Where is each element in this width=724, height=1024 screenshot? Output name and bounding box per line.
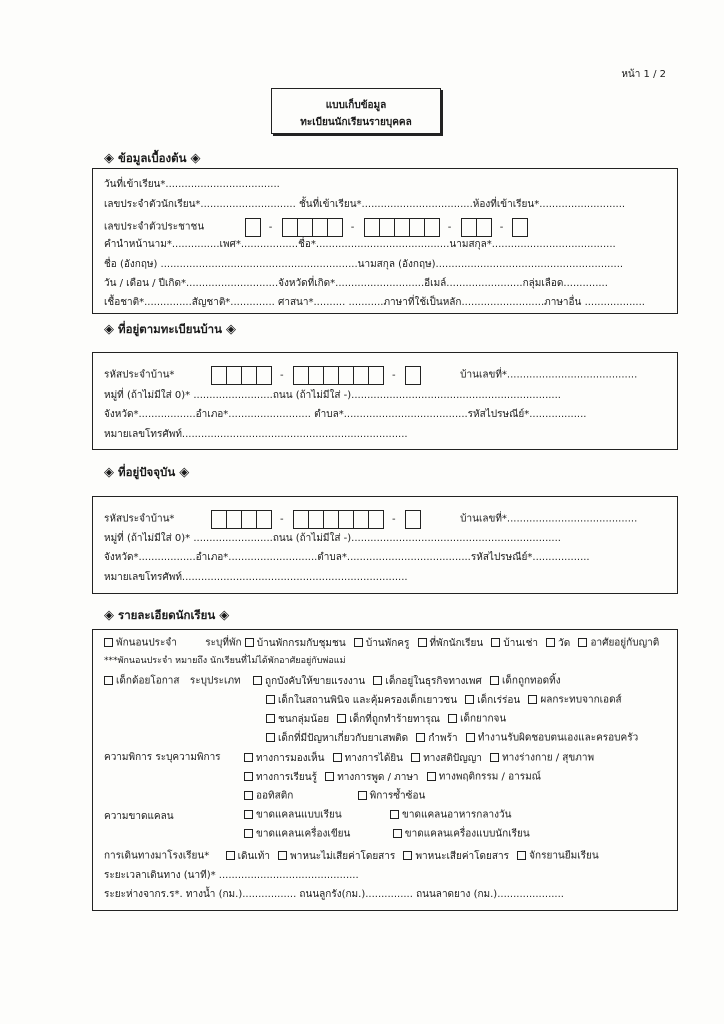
checkbox[interactable] xyxy=(416,733,425,742)
checkbox[interactable] xyxy=(448,714,457,723)
ethnicity-row[interactable]: เชื้อชาติ*...............สัญชาติ*.............. ศาสนา*.......... ...........ภาษาที่ใช้เป็นหลัก..........................ภาษาอื่น ................... xyxy=(104,297,645,308)
house-code-boxes[interactable] xyxy=(211,366,271,385)
checkbox[interactable] xyxy=(411,753,420,762)
checkbox[interactable] xyxy=(278,851,287,860)
disability-line1: ทางการมองเห็น ทางการได้ยิน ทางสติปัญญา ทางร่างกาย / สุขภาพ xyxy=(244,753,594,764)
entry-date-row[interactable]: วันที่เข้าเรียน*.................................... xyxy=(104,179,280,190)
current-house-code-boxes[interactable] xyxy=(211,510,271,529)
basic-info-heading: ◈ ข้อมูลเบื้องต้น ◈ xyxy=(104,151,201,166)
travel-row: การเดินทางมาโรงเรียน* เดินเท้า พาหนะไม่เสียค่าโดยสาร พาหนะเสียค่าโดยสาร จักรยานยืมเรียน xyxy=(104,850,599,862)
english-name-row[interactable]: ชื่อ (อังกฤษ) ..............................................................นามสกุล (อังกฤษ)........................................................... xyxy=(104,259,624,270)
boarding-checkbox[interactable] xyxy=(104,638,113,647)
diamond-icon: ◈ xyxy=(104,465,114,480)
checkbox[interactable] xyxy=(244,791,253,800)
distance-row[interactable]: ระยะห่างจากร.ร*. ทางน้ำ (กม.)................. ถนนลูกรัง(กม.)............... ถนนลาดยาง (กม.)..................... xyxy=(104,889,564,900)
checkbox[interactable] xyxy=(546,638,555,647)
disability-line3: ออทิสติก พิการซ้ำซ้อน xyxy=(244,791,425,802)
checkbox[interactable] xyxy=(466,733,475,742)
diamond-icon: ◈ xyxy=(104,322,114,337)
page-number: หน้า 1 / 2 xyxy=(621,69,666,80)
province-row[interactable]: จังหวัด*..................อำเภอ*.......................... ตำบล*.......................................รหัสไปรษณีย์*.................. xyxy=(104,409,587,420)
diamond-icon: ◈ xyxy=(225,322,236,337)
current-house-number-field[interactable]: บ้านเลขที่*......................................... xyxy=(460,513,638,525)
lack-line2: ขาดแคลนเครื่องเขียน ขาดแคลนเครื่องแบบนักเรียน xyxy=(244,829,530,840)
house-number-field[interactable]: บ้านเลขที่*......................................... xyxy=(460,369,638,381)
checkbox[interactable] xyxy=(337,714,346,723)
checkbox[interactable] xyxy=(418,638,427,647)
boarding-row: พักนอนประจำ ระบุที่พัก บ้านพักกรมกับชุมชน บ้านพักครู ที่พักนักเรียน บ้านเช่า วัด อาศัยอยู่กับญาติ xyxy=(104,638,659,649)
checkbox[interactable] xyxy=(427,772,436,781)
checkbox[interactable] xyxy=(465,695,474,704)
checkbox[interactable] xyxy=(266,733,275,742)
national-id-row[interactable]: เลขประจำตัวประชาชน - - - - xyxy=(104,218,527,237)
birth-row[interactable]: วัน / เดือน / ปีเกิด*.............................จังหวัดที่เกิด*............................อีเมล์........................กลุ่มเลือด.............. xyxy=(104,278,608,289)
checkbox[interactable] xyxy=(528,695,537,704)
checkbox[interactable] xyxy=(517,851,526,860)
checkbox[interactable] xyxy=(490,676,499,685)
checkbox[interactable] xyxy=(390,810,399,819)
moo-road-row[interactable]: หมู่ที่ (ถ้าไม่มีใส่ 0)* .........................ถนน (ถ้าไม่มีใส่ -).................................................................. xyxy=(104,390,561,401)
house-code-row[interactable]: รหัสประจำบ้าน* - - บ้านเลขที่*......................................... xyxy=(104,366,637,385)
checkbox[interactable] xyxy=(354,638,363,647)
diamond-icon: ◈ xyxy=(219,608,230,623)
checkbox[interactable] xyxy=(373,676,382,685)
checkbox[interactable] xyxy=(333,753,342,762)
form-title-line2: ทะเบียนนักเรียนรายบุคคล xyxy=(300,117,412,128)
current-phone-row[interactable]: หมายเลขโทรศัพท์....................................................................... xyxy=(104,572,408,583)
phone-row[interactable]: หมายเลขโทรศัพท์....................................................................... xyxy=(104,429,408,440)
checkbox[interactable] xyxy=(358,791,367,800)
checkbox[interactable] xyxy=(244,829,253,838)
checkbox[interactable] xyxy=(244,810,253,819)
diamond-icon: ◈ xyxy=(179,465,190,480)
diamond-icon: ◈ xyxy=(190,151,201,166)
boarding-note: ***พักนอนประจำ หมายถึง นักเรียนที่ไม่ได้พักอาศัยอยู่กับพ่อแม่ xyxy=(104,656,346,666)
national-id-boxes[interactable] xyxy=(245,218,260,237)
current-moo-road-row[interactable]: หมู่ที่ (ถ้าไม่มีใส่ 0)* .........................ถนน (ถ้าไม่มีใส่ -).................................................................. xyxy=(104,533,561,544)
lack-line1: ขาดแคลนแบบเรียน ขาดแคลนอาหารกลางวัน xyxy=(244,810,511,821)
disability-line2: ทางการเรียนรู้ ทางการพูด / ภาษา ทางพฤติกรรม / อารมณ์ xyxy=(244,772,541,783)
disadvantaged-checkbox[interactable] xyxy=(104,676,113,685)
current-province-row[interactable]: จังหวัด*..................อำเภอ*............................ตำบล*.......................................รหัสไปรษณีย์*.................. xyxy=(104,552,590,563)
disadvantaged-line2: เด็กในสถานพินิจ และคุ้มครองเด็กเยาวชน เด็กเร่ร่อน ผลกระทบจากเอดส์ xyxy=(266,695,622,706)
checkbox[interactable] xyxy=(578,638,587,647)
lack-label: ความขาดแคลน xyxy=(104,811,174,822)
checkbox[interactable] xyxy=(244,753,253,762)
checkbox[interactable] xyxy=(266,695,275,704)
diamond-icon: ◈ xyxy=(104,151,114,166)
checkbox[interactable] xyxy=(325,772,334,781)
checkbox[interactable] xyxy=(490,753,499,762)
disadvantaged-line4: เด็กที่มีปัญหาเกี่ยวกับยาเสพติด กำพร้า ทำงานรับผิดชอบตนเองและครอบครัว xyxy=(266,733,638,744)
student-id-row[interactable]: เลขประจำตัวนักเรียน*.............................. ชั้นที่เข้าเรียน*...................................ห้องที่เข้าเรียน*........................... xyxy=(104,199,626,210)
travel-time-row[interactable]: ระยะเวลาเดินทาง (นาที)* ............................................ xyxy=(104,870,359,881)
checkbox[interactable] xyxy=(491,638,500,647)
checkbox[interactable] xyxy=(244,772,253,781)
checkbox[interactable] xyxy=(393,829,402,838)
checkbox[interactable] xyxy=(253,676,262,685)
form-title-line1: แบบเก็บข้อมูล xyxy=(325,100,387,111)
current-house-code-row[interactable]: รหัสประจำบ้าน* - - บ้านเลขที่*......................................... xyxy=(104,510,637,529)
checkbox[interactable] xyxy=(266,714,275,723)
details-frame xyxy=(92,629,678,911)
disadvantaged-row: เด็กด้อยโอกาส ระบุประเภท ถูกบังคับให้ขายแรงงาน เด็กอยู่ในธุรกิจทางเพศ เด็กถูกทอดทิ้ง xyxy=(104,676,561,687)
details-heading: ◈ รายละเอียดนักเรียน ◈ xyxy=(104,608,230,623)
national-id-label: เลขประจำตัวประชาชน xyxy=(104,221,205,233)
checkbox[interactable] xyxy=(403,851,412,860)
house-address-heading: ◈ ที่อยู่ตามทะเบียนบ้าน ◈ xyxy=(104,322,236,337)
disability-label: ความพิการ ระบุความพิการ xyxy=(104,752,221,763)
diamond-icon: ◈ xyxy=(104,608,114,623)
form-title-box xyxy=(271,88,441,134)
current-address-heading: ◈ ที่อยู่ปัจจุบัน ◈ xyxy=(104,465,190,480)
disadvantaged-line3: ชนกลุ่มน้อย เด็กที่ถูกทำร้ายทารุณ เด็กยากจน xyxy=(266,714,506,725)
checkbox[interactable] xyxy=(245,638,254,647)
name-row[interactable]: คำนำหน้านาม*...............เพศ*..................ชื่อ*..........................................นามสกุล*....................................... xyxy=(104,239,616,250)
checkbox[interactable] xyxy=(226,851,235,860)
